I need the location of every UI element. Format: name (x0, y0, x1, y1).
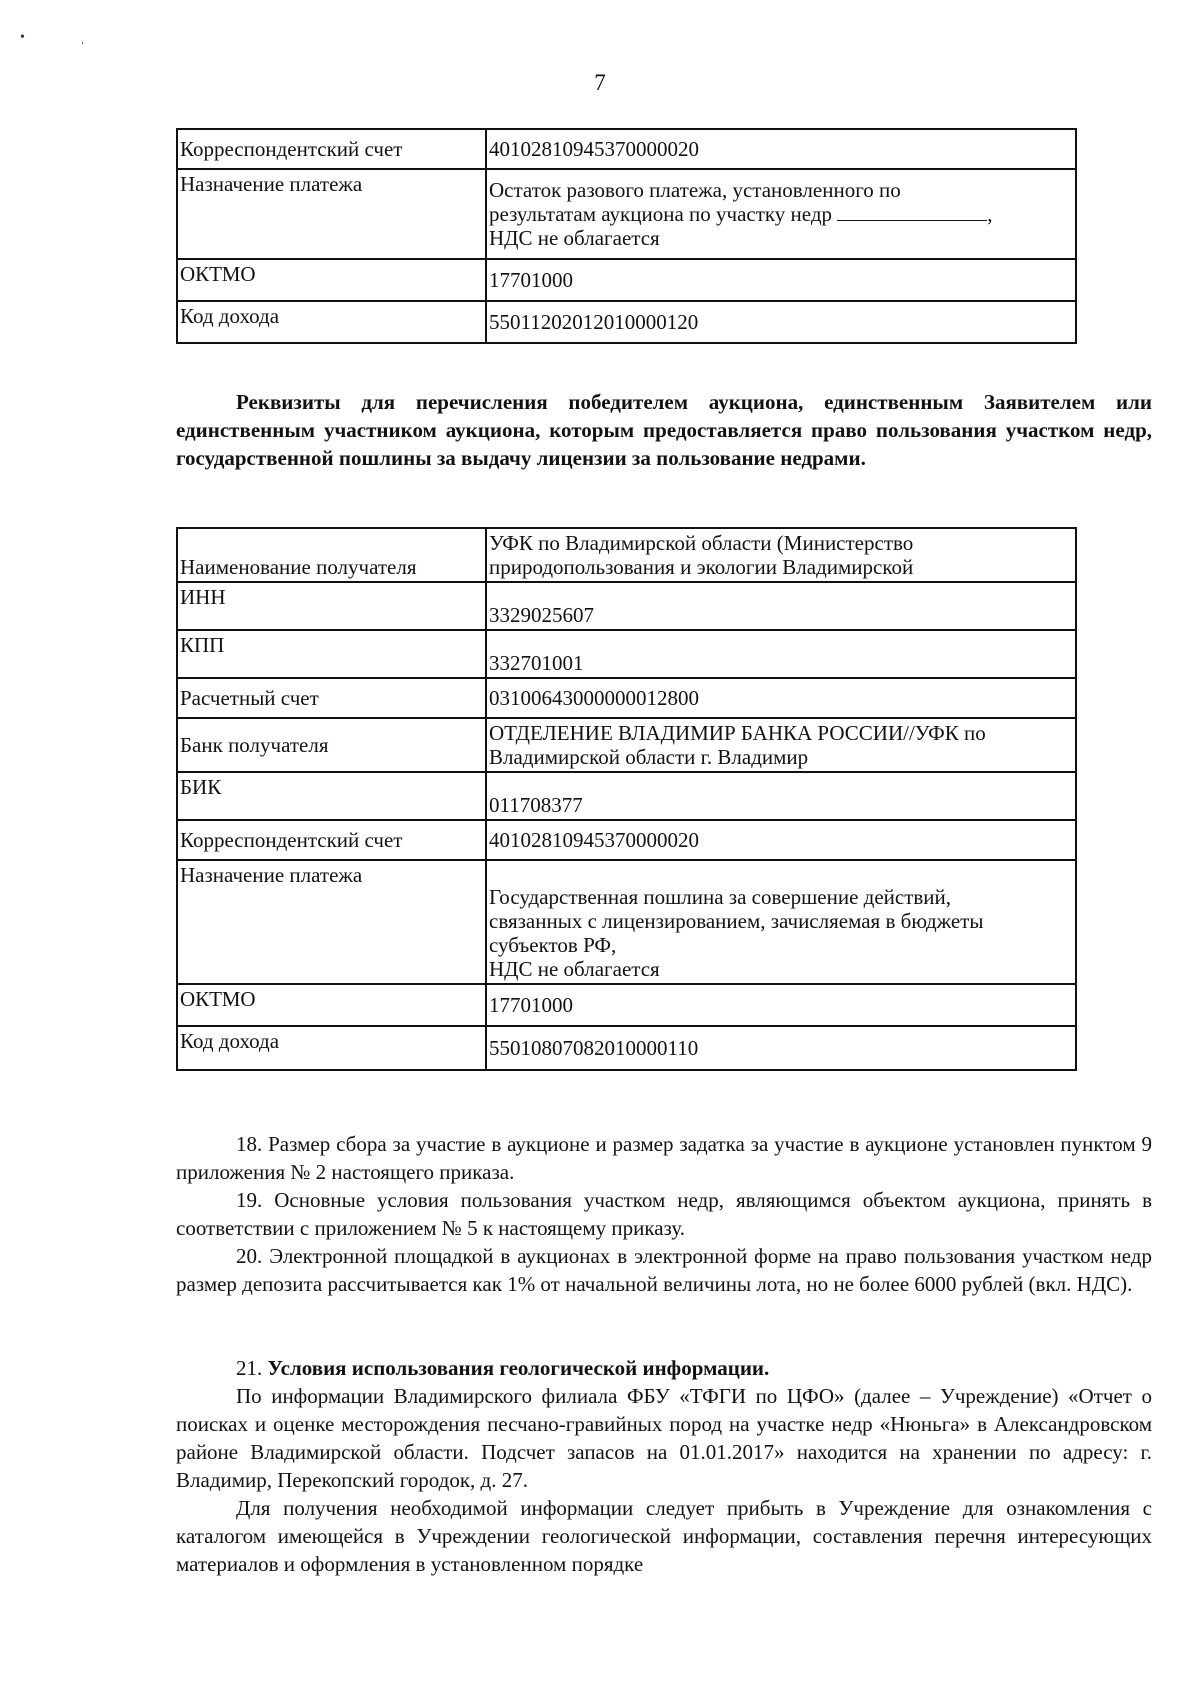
section-title: Условия использования геологической информации. (267, 1356, 770, 1380)
value-line: субъектов РФ, (489, 933, 617, 957)
table-row (177, 718, 1076, 772)
table-row (177, 772, 1076, 820)
value-line: НДС не облагается (489, 957, 660, 981)
table-row (177, 630, 1076, 678)
value-line: ОТДЕЛЕНИЕ ВЛАДИМИР БАНКА РОССИИ//УФК по (489, 721, 986, 745)
row-value (486, 528, 1076, 582)
paragraph-21-heading (176, 1354, 1152, 1382)
row-label: ИНН (177, 582, 486, 630)
paragraph-18: 18. Размер сбора за участие в аукционе и размер задатка за участие в аукционе установлен пунктом 9 приложения № 2 настоящего приказа. (176, 1132, 1152, 1184)
row-label: Назначение платежа (177, 860, 486, 984)
payment-details-table-2 (176, 527, 1077, 1071)
table-row (177, 129, 1076, 169)
row-value (486, 860, 1076, 984)
row-value (486, 169, 1076, 259)
section-number: 21. (236, 1356, 263, 1380)
paragraph-21-body-2: Для получения необходимой информации следует прибыть в Учреждение для ознакомления с каталогом имеющейся в Учреждении геологической информации, составления перечня интересующих материалов и оформления в установленном порядке (176, 1496, 1152, 1576)
table-row (177, 820, 1076, 860)
value-line: НДС не облагается (489, 226, 660, 250)
table-row (177, 678, 1076, 718)
table-row (177, 528, 1076, 582)
value-line: природопользования и экологии Владимирской (489, 555, 914, 579)
value-line: Владимирской области г. Владимир (489, 745, 809, 769)
page-number: 7 (594, 70, 606, 95)
table-row (177, 984, 1076, 1026)
paragraph-20: 20. Электронной площадкой в аукционах в электронной форме на право пользования участком недр размер депозита рассчитывается как 1% от начальной величины лота, но не более 6000 рублей (вкл. НДС). (176, 1244, 1152, 1296)
value-line: УФК по Владимирской области (Министерство (489, 531, 914, 555)
payment-details-table-1 (176, 128, 1077, 344)
row-value: 55010807082010000110 (486, 1026, 1076, 1070)
row-value (486, 718, 1076, 772)
row-label: ОКТМО (177, 984, 486, 1026)
table-row (177, 1026, 1076, 1070)
row-value: 03100643000000012800 (486, 678, 1076, 718)
paragraph-21-body: По информации Владимирского филиала ФБУ «ТФГИ по ЦФО» (далее – Учреждение) «Отчет о поисках и оценке месторождения песчано-гравийных пород на участке недр «Нюньга» в Александровском районе Владимирской области. Подсчет запасов на 01.01.2017» находится на хранении по адресу: г. Владимир, Перекопский городок, д. 27. (176, 1384, 1152, 1492)
value-line: связанных с лицензированием, зачисляемая в бюджеты (489, 909, 984, 933)
row-value: 55011202012010000120 (486, 301, 1076, 343)
row-label: БИК (177, 772, 486, 820)
row-label: Код дохода (177, 301, 486, 343)
row-label: Корреспондентский счет (177, 129, 486, 169)
paragraph-19: 19. Основные условия пользования участком недр, являющимся объектом аукциона, принять в соответствии с приложением № 5 к настоящему приказу. (176, 1188, 1152, 1240)
section-heading: Реквизиты для перечисления победителем аукциона, единственным Заявителем или единственным участником аукциона, которым предоставляется право пользования участком недр, государственной пошлины за выдачу лицензии за пользование недрами. (176, 390, 1152, 470)
row-label: Расчетный счет (177, 678, 486, 718)
row-value: 17701000 (486, 984, 1076, 1026)
row-value: 40102810945370000020 (486, 129, 1076, 169)
row-label: ОКТМО (177, 259, 486, 301)
row-value: 40102810945370000020 (486, 820, 1076, 860)
table-row (177, 860, 1076, 984)
table-row (177, 259, 1076, 301)
table-row (177, 582, 1076, 630)
row-value: 332701001 (486, 630, 1076, 678)
row-value: 011708377 (486, 772, 1076, 820)
value-line: Остаток разового платежа, установленного по (489, 178, 901, 202)
row-label: Корреспондентский счет (177, 820, 486, 860)
row-label: Код дохода (177, 1026, 486, 1070)
table-row (177, 301, 1076, 343)
row-value: 3329025607 (486, 582, 1076, 630)
row-label: КПП (177, 630, 486, 678)
row-label: Наименование получателя (177, 528, 486, 582)
row-value: 17701000 (486, 259, 1076, 301)
value-line: результатам аукциона по участку недр , (489, 202, 993, 226)
row-label: Назначение платежа (177, 169, 486, 259)
scan-dots: • ˌ (20, 30, 112, 45)
row-label: Банк получателя (177, 718, 486, 772)
table-row (177, 169, 1076, 259)
blank-line (837, 220, 987, 221)
value-line: Государственная пошлина за совершение действий, (489, 885, 952, 909)
